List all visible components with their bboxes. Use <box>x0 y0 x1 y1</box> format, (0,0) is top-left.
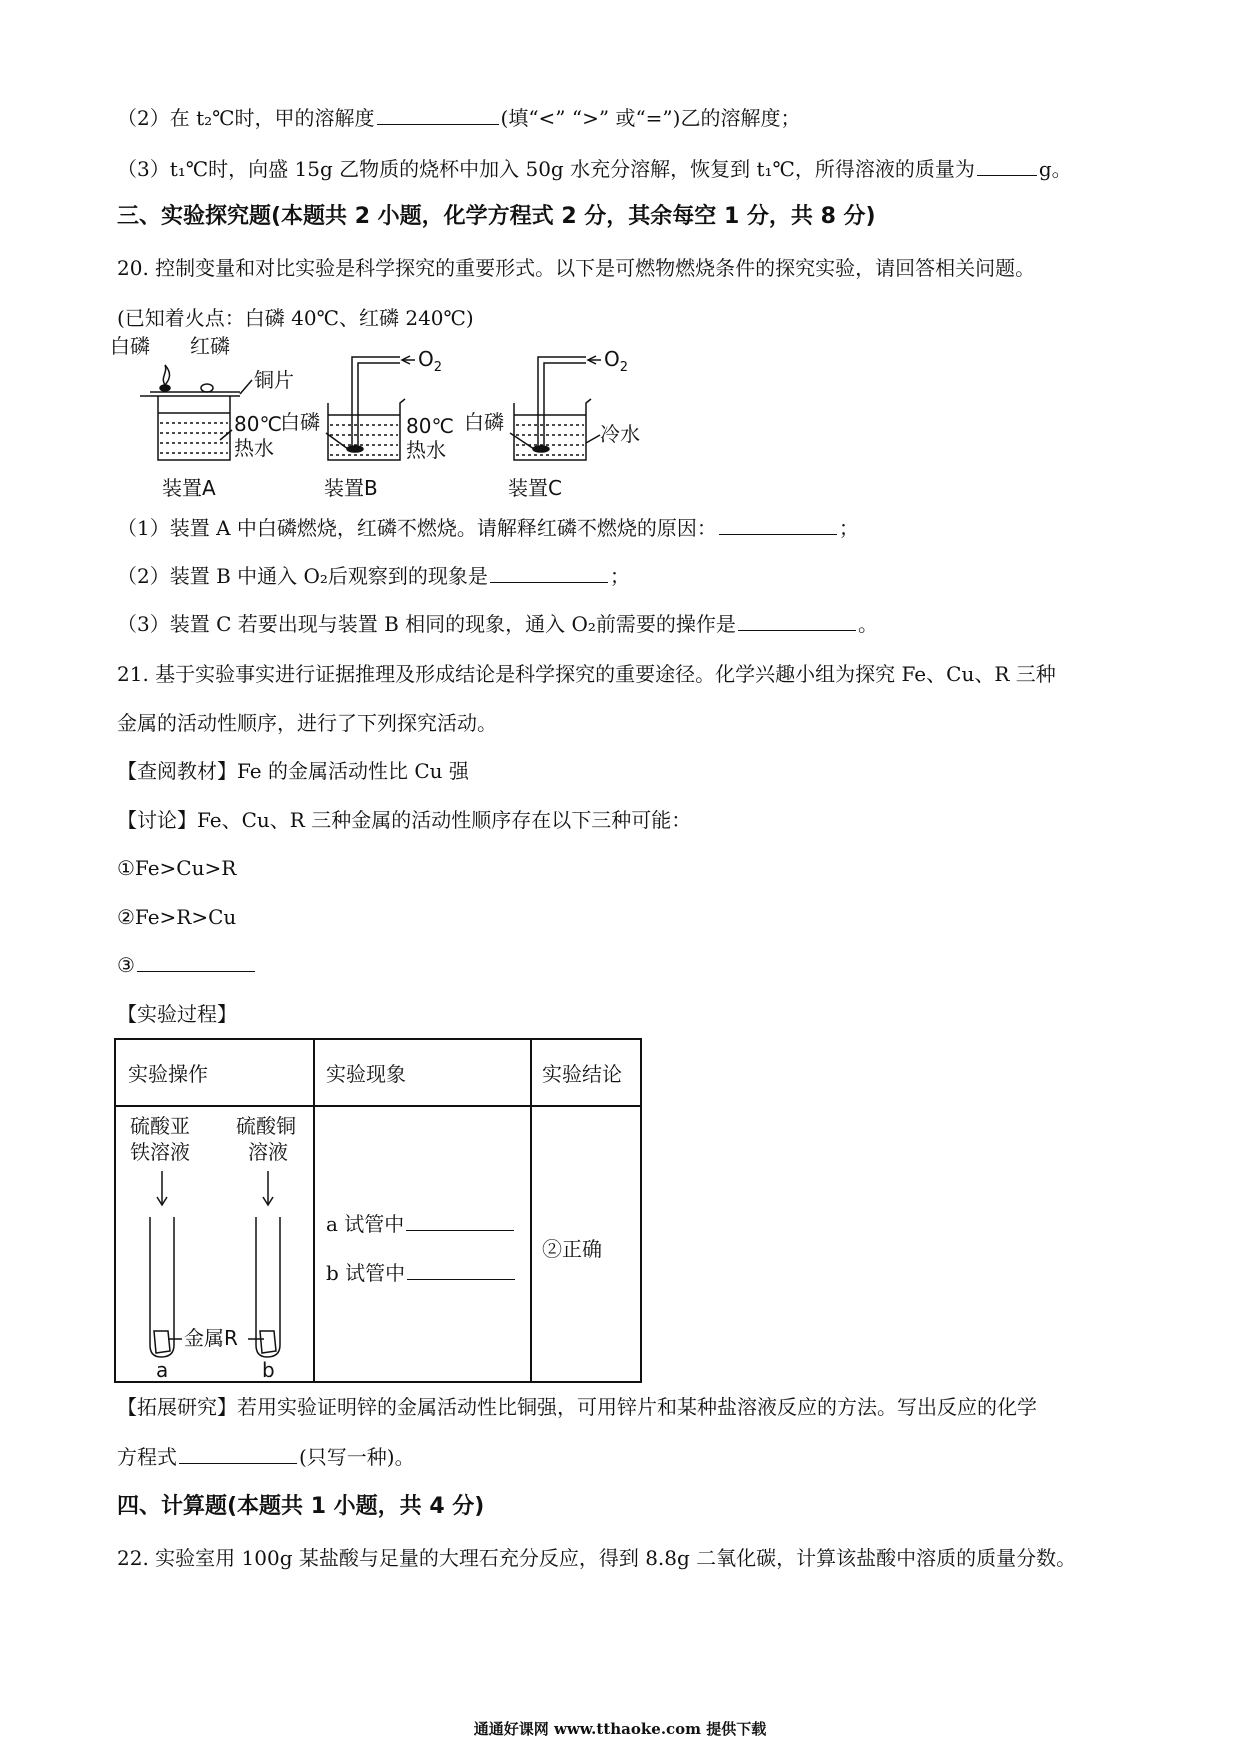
test-tube-figure <box>116 1105 312 1381</box>
temp-label-a: 80℃ <box>234 412 282 436</box>
q19-part2: （2）在 t₂℃时，甲的溶解度 (填“<” “>” 或“=”)乙的溶解度； <box>117 106 801 130</box>
q19-part3: （3）t₁℃时，向盛 15g 乙物质的烧杯中加入 50g 水充分溶解，恢复到 t₁℃，所得溶液的质量为 g。 <box>117 157 1072 181</box>
q21-stem-2: 金属的活动性顺序，进行了下列探究活动。 <box>117 711 497 735</box>
table-divider <box>313 1040 315 1381</box>
answer-blank[interactable] <box>406 1210 514 1231</box>
o2-label-c: $O_2$ <box>604 347 629 375</box>
hot-water-label-b: 热水 <box>406 438 446 462</box>
white-phosphorus-label-b: 白磷 <box>280 410 320 434</box>
answer-blank[interactable] <box>719 514 837 535</box>
tuozhan-line-2: 方程式 (只写一种)。 <box>117 1445 415 1469</box>
q22-stem: 22. 实验室用 100g 某盐酸与足量的大理石充分反应，得到 8.8g 二氧化碳，计算该盐酸中溶质的质量分数。 <box>117 1546 1077 1570</box>
answer-blank[interactable] <box>977 155 1037 176</box>
page-footer: 通通好课网 www.tthaoke.com 提供下载 <box>473 1720 767 1738</box>
red-phosphorus-label: 红磷 <box>190 335 230 358</box>
tuozhan-line-1: 【拓展研究】若用实验证明锌的金属活动性比铜强，可用锌片和某种盐溶液反应的方法。写出反应的化学 <box>117 1395 1037 1419</box>
experiment-table <box>114 1038 642 1383</box>
combustion-apparatus-figure <box>110 335 690 505</box>
answer-blank[interactable] <box>407 1259 515 1280</box>
tube-b-label: b <box>262 1358 275 1381</box>
apparatus-a-label: 装置A <box>162 476 216 500</box>
white-phosphorus-label-c: 白磷 <box>464 410 504 434</box>
guocheng-line: 【实验过程】 <box>117 1002 237 1026</box>
section-3-heading: 三、实验探究题(本题共 2 小题，化学方程式 2 分，其余每空 1 分，共 8 分) <box>117 204 876 229</box>
q20-sub1: （1）装置 A 中白磷燃烧，红磷不燃烧。请解释红磷不燃烧的原因： ； <box>117 516 859 540</box>
answer-blank[interactable] <box>490 562 608 583</box>
answer-blank[interactable] <box>377 104 499 125</box>
copper-sulfate-label-1: 硫酸铜 <box>236 1114 296 1138</box>
metal-r-label: 金属R <box>184 1326 238 1350</box>
conclusion-cell: ②正确 <box>542 1237 602 1261</box>
option-1: ①Fe>Cu>R <box>117 856 237 880</box>
header-conclusion: 实验结论 <box>542 1062 622 1086</box>
ferrous-sulfate-label-1: 硫酸亚 <box>130 1114 190 1138</box>
answer-blank[interactable] <box>179 1443 297 1464</box>
cold-water-label: 冷水 <box>600 422 640 446</box>
option-3: ③ <box>117 951 257 979</box>
temp-label-b: 80℃ <box>406 414 454 438</box>
white-phosphorus-label: 白磷 <box>110 335 150 358</box>
hot-water-label-a: 热水 <box>234 436 274 460</box>
tube-a-label: a <box>156 1358 169 1381</box>
taolun-line: 【讨论】Fe、Cu、R 三种金属的活动性顺序存在以下三种可能： <box>117 808 692 832</box>
q21-stem-1: 21. 基于实验事实进行证据推理及形成结论是科学探究的重要途径。化学兴趣小组为探究 Fe、Cu、R 三种 <box>117 662 1056 686</box>
answer-blank[interactable] <box>738 610 856 631</box>
apparatus-b-label: 装置B <box>324 476 378 500</box>
copper-label: 铜片 <box>254 368 294 392</box>
ferrous-sulfate-label-2: 铁溶液 <box>130 1140 190 1164</box>
o2-label-b: $O_2$ <box>418 347 443 375</box>
q20-note: (已知着火点：白磷 40℃、红磷 240℃) <box>117 306 474 330</box>
header-phenomenon: 实验现象 <box>326 1062 406 1086</box>
header-operation: 实验操作 <box>128 1062 208 1086</box>
chayue-line: 【查阅教材】Fe 的金属活动性比 Cu 强 <box>117 759 469 783</box>
table-divider <box>530 1040 532 1381</box>
answer-blank[interactable] <box>137 951 255 972</box>
option-2: ②Fe>R>Cu <box>117 905 237 929</box>
q20-stem: 20. 控制变量和对比实验是科学探究的重要形式。以下是可燃物燃烧条件的探究实验，请回答相关问题。 <box>117 256 1036 280</box>
q20-sub2: （2）装置 B 中通入 O₂后观察到的现象是 ； <box>117 564 630 588</box>
q20-sub3: （3）装置 C 若要出现与装置 B 相同的现象，通入 O₂前需要的操作是 。 <box>117 612 878 636</box>
observation-b: b 试管中 <box>326 1257 517 1286</box>
apparatus-c-label: 装置C <box>508 476 562 500</box>
section-4-heading: 四、计算题(本题共 1 小题，共 4 分) <box>117 1494 485 1519</box>
observation-a: a 试管中 <box>326 1208 516 1237</box>
copper-sulfate-label-2: 溶液 <box>248 1140 288 1164</box>
